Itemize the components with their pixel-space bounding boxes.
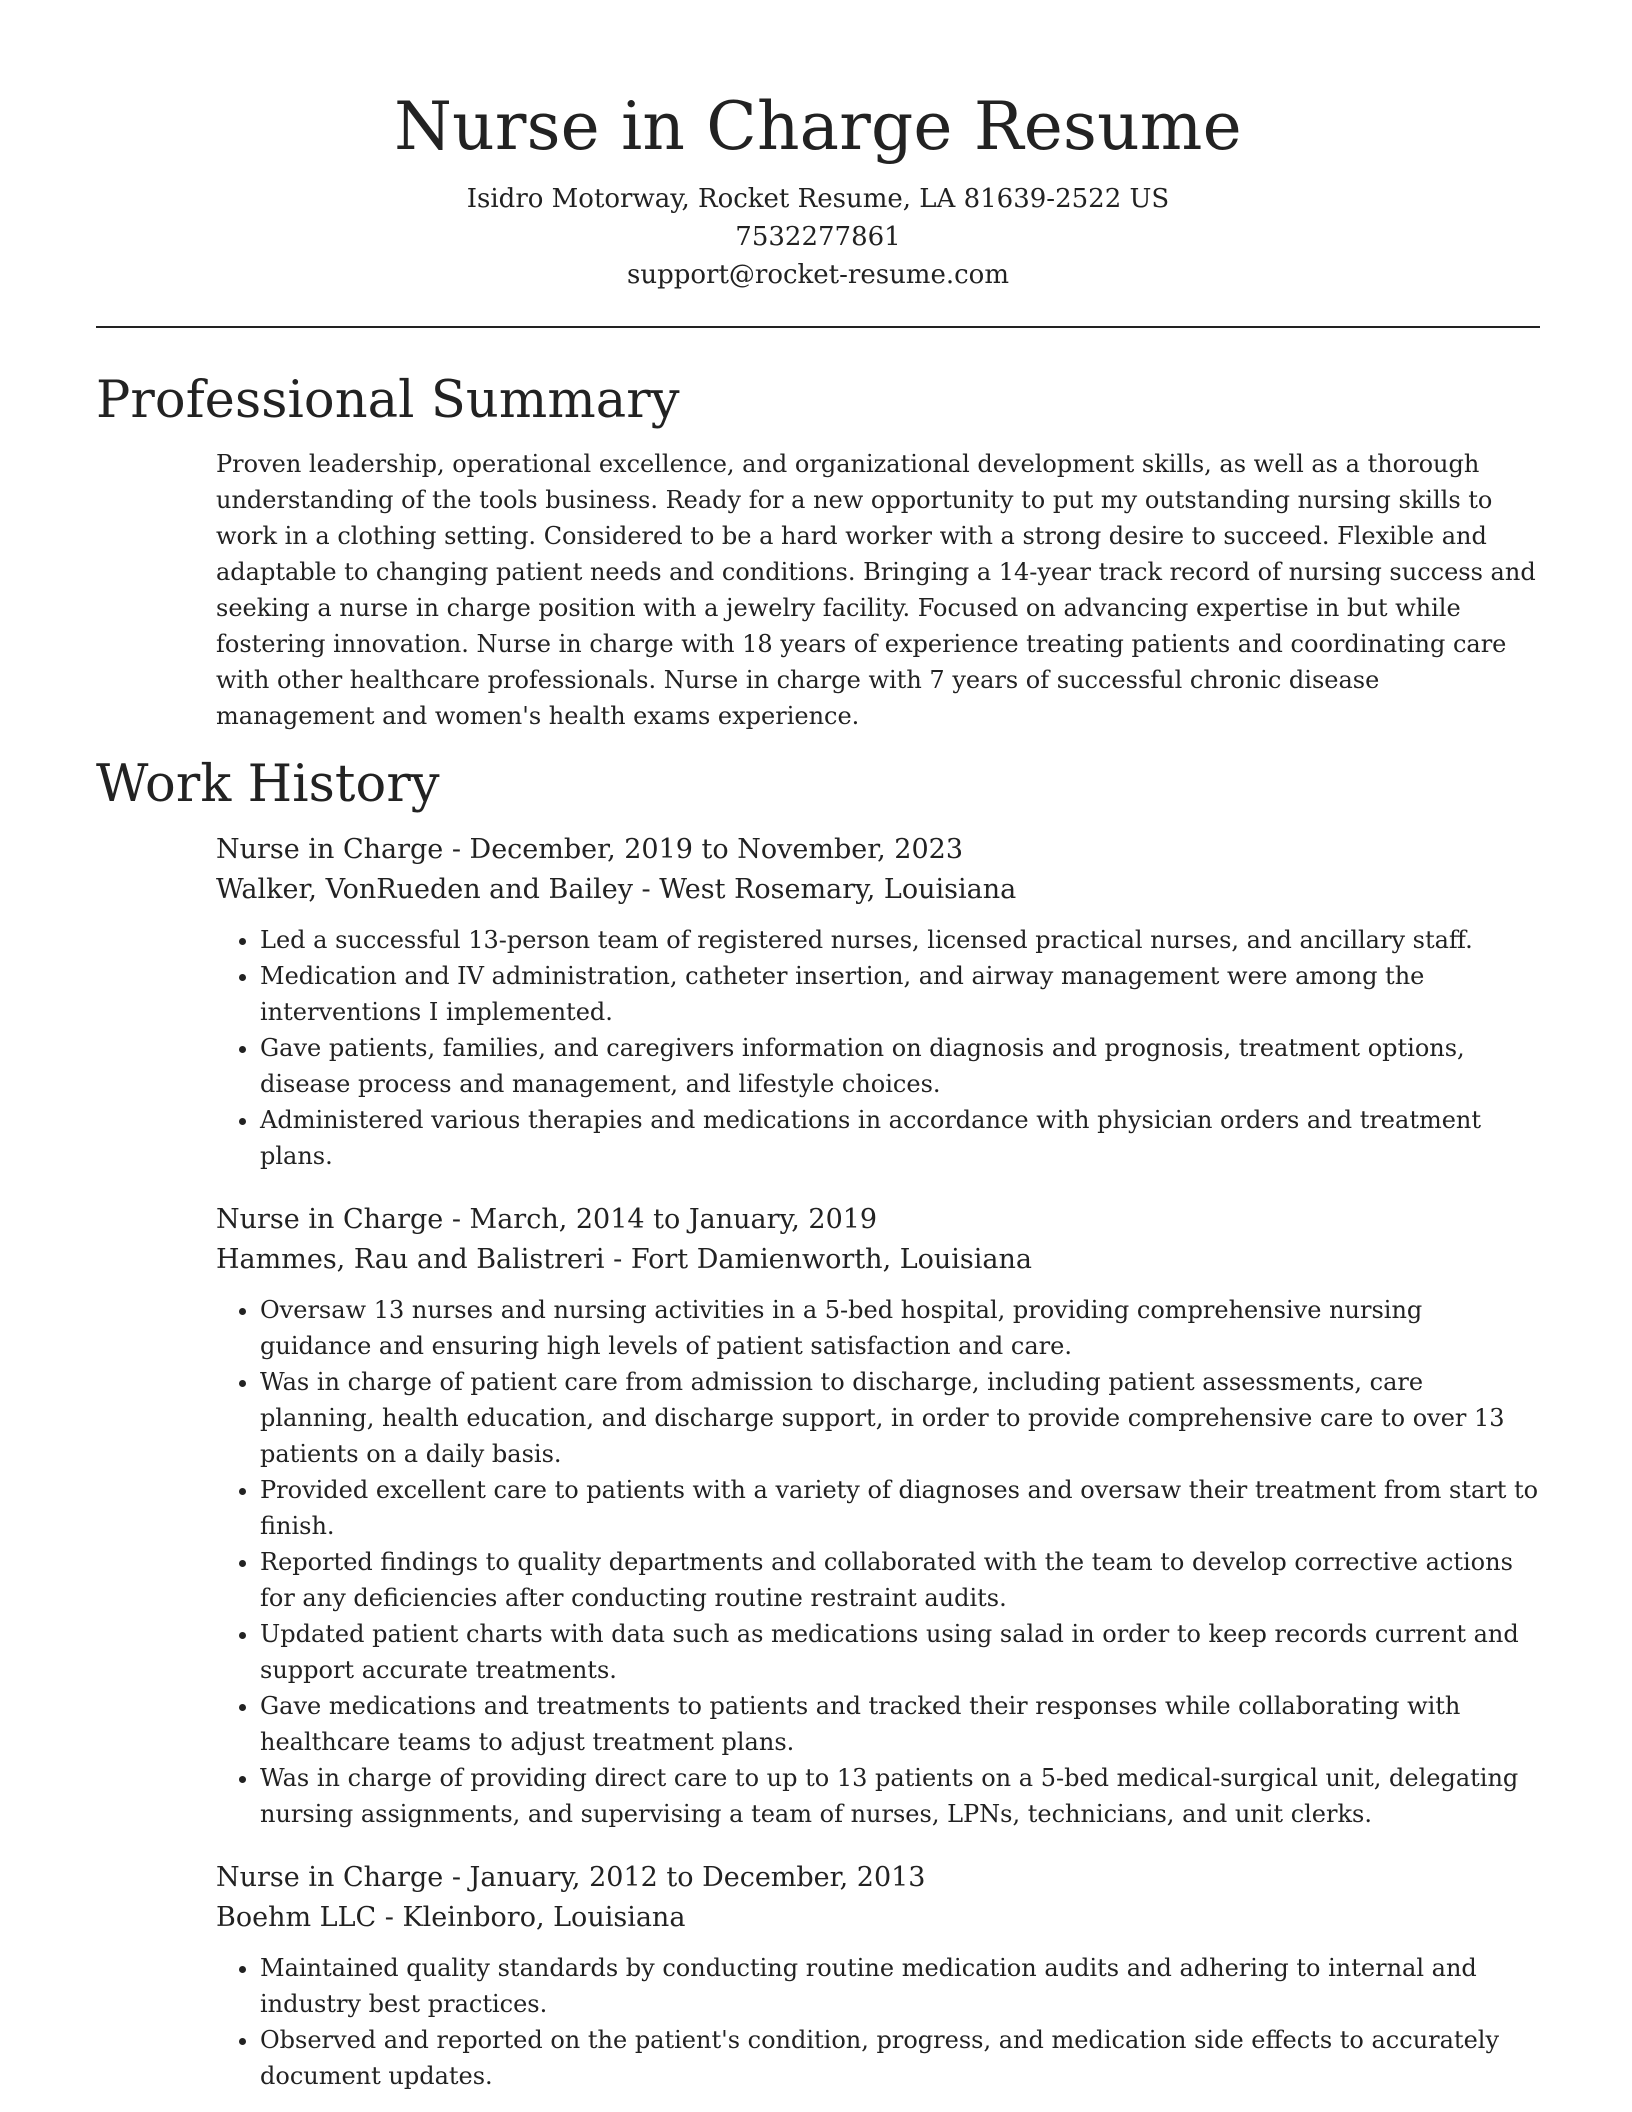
job-bullet: • Medication and IV administration, catheter insertion, and airway management were among the interventions I implemented. — [260, 958, 1540, 1030]
job-bullet: • Oversaw 13 nurses and nursing activities in a 5-bed hospital, providing comprehensive nursing guidance and ensuring high levels of patient satisfaction and care. — [260, 1292, 1540, 1364]
work-history-list — [216, 830, 1540, 2094]
job-bullet: • Maintained quality standards by conducting routine medication audits and adhering to internal and industry best practices. — [260, 1950, 1540, 2022]
job-bullet: • Administered various therapies and medications in accordance with physician orders and treatment plans. — [260, 1102, 1540, 1174]
job-bullet: • Provided excellent care to patients with a variety of diagnoses and oversaw their treatment from start to finish. — [260, 1472, 1540, 1544]
job-company-line: Walker, VonRueden and Bailey - West Rosemary, Louisiana — [216, 874, 1017, 905]
job-company-line: Hammes, Rau and Balistreri - Fort Damienworth, Louisiana — [216, 1244, 1033, 1275]
job-bullets — [216, 1950, 1540, 2094]
job-bullet: • Was in charge of providing direct care to up to 13 patients on a 5-bed medical-surgical unit, delegating nursing assignments, and supervising a team of nurses, LPNs, technicians, and unit clerks. — [260, 1760, 1540, 1832]
job-entry — [216, 830, 1540, 1174]
job-entry — [216, 1858, 1540, 2094]
job-role-line: Nurse in Charge - January, 2012 to December, 2013 — [216, 1862, 926, 1893]
job-bullets — [216, 1292, 1540, 1832]
section-heading-summary: Professional Summary — [96, 371, 680, 430]
page-title: Nurse in Charge Resume — [394, 88, 1242, 165]
contact-block — [96, 180, 1540, 294]
summary-text: Proven leadership, operational excellence, and organizational development skills, as well as a thorough understanding of the tools business. Ready for a new opportunity to put my outstanding nursing skills to work in a clothing setting. Considered to be a hard worker with a strong desire to succeed. Flexible and adaptable to changing patient needs and conditions. Bringing a 14-year track record of nursing success and seeking a nurse in charge position with a jewelry facility. Focused on advancing expertise in but while fostering innovation. Nurse in charge with 18 years of experience treating patients and coordinating care with other healthcare professionals. Nurse in charge with 7 years of successful chronic disease management and women's health exams experience. — [216, 450, 1536, 730]
job-bullet: • Led a successful 13-person team of registered nurses, licensed practical nurses, and ancillary staff. — [260, 922, 1540, 958]
job-bullets — [216, 922, 1540, 1174]
job-bullet: • Reported findings to quality departments and collaborated with the team to develop corrective actions for any deficiencies after conducting routine restraint audits. — [260, 1544, 1540, 1616]
job-entry — [216, 1200, 1540, 1832]
job-bullet: • Updated patient charts with data such as medications using salad in order to keep records current and support accurate treatments. — [260, 1616, 1540, 1688]
contact-phone: 7532277861 — [735, 222, 901, 252]
resume-page — [96, 0, 1540, 2094]
job-role-line: Nurse in Charge - March, 2014 to January, 2019 — [216, 1204, 878, 1235]
job-role-line: Nurse in Charge - December, 2019 to November, 2023 — [216, 834, 964, 865]
job-bullet: • Gave medications and treatments to patients and tracked their responses while collaborating with healthcare teams to adjust treatment plans. — [260, 1688, 1540, 1760]
job-bullet: • Gave patients, families, and caregivers information on diagnosis and prognosis, treatment options, disease process and management, and lifestyle choices. — [260, 1030, 1540, 1102]
header-divider — [96, 326, 1540, 328]
contact-address: Isidro Motorway, Rocket Resume, LA 81639-2522 US — [466, 184, 1170, 214]
job-company-line: Boehm LLC - Kleinboro, Louisiana — [216, 1902, 686, 1933]
section-heading-work-history: Work History — [96, 755, 440, 814]
contact-email: support@rocket-resume.com — [626, 260, 1009, 290]
job-bullet: • Was in charge of patient care from admission to discharge, including patient assessments, care planning, health education, and discharge support, in order to provide comprehensive care to over 13 patients on a daily basis. — [260, 1364, 1540, 1472]
job-bullet: • Observed and reported on the patient's condition, progress, and medication side effects to accurately document updates. — [260, 2022, 1540, 2094]
